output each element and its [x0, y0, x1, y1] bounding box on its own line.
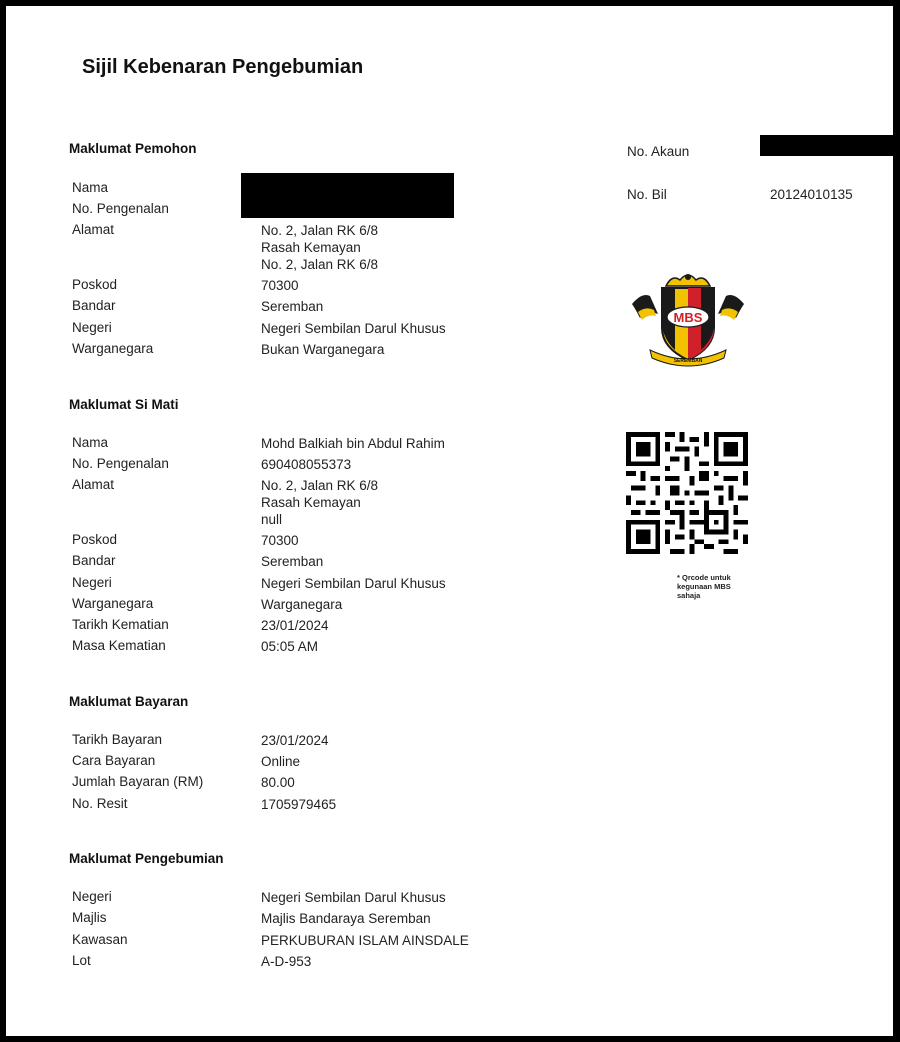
- applicant-address-line-1: No. 2, Jalan RK 6/8: [261, 223, 379, 238]
- deceased-address-line-1: No. 2, Jalan RK 6/8: [261, 478, 379, 493]
- applicant-address-line-2: Rasah Kemayan: [261, 240, 361, 255]
- payment-date-value: 23/01/2024: [261, 733, 329, 748]
- deceased-section-heading: Maklumat Si Mati: [69, 397, 179, 412]
- deceased-city-label: Bandar: [72, 553, 116, 568]
- deceased-death-date-value: 23/01/2024: [261, 618, 329, 633]
- mbs-logo: [628, 270, 748, 368]
- deceased-death-time-label: Masa Kematian: [72, 638, 166, 653]
- deceased-postcode-value: 70300: [261, 533, 299, 548]
- deceased-death-time-value: 05:05 AM: [261, 639, 319, 654]
- payment-method-value: Online: [261, 754, 301, 769]
- burial-state-value: Negeri Sembilan Darul Khusus: [261, 890, 446, 905]
- applicant-state-value: Negeri Sembilan Darul Khusus: [261, 321, 446, 336]
- applicant-state-label: Negeri: [72, 320, 112, 335]
- deceased-ic-label: No. Pengenalan: [72, 456, 169, 471]
- qr-code: [626, 432, 748, 554]
- deceased-name-label: Nama: [72, 435, 109, 450]
- logo-ribbon-text: SEREMBAN: [673, 358, 703, 364]
- applicant-postcode-value: 70300: [261, 278, 299, 293]
- deceased-citizenship-value: Warganegara: [261, 597, 343, 612]
- deceased-name-value: Mohd Balkiah bin Abdul Rahim: [261, 436, 445, 451]
- redacted-account-number: [760, 135, 896, 156]
- payment-amount-value: 80.00: [261, 775, 295, 790]
- bill-number-label: No. Bil: [627, 187, 667, 202]
- deceased-death-date-label: Tarikh Kematian: [72, 617, 169, 632]
- burial-council-label: Majlis: [72, 910, 107, 925]
- burial-section-heading: Maklumat Pengebumian: [69, 851, 224, 866]
- burial-lot-value: A-D-953: [261, 954, 312, 969]
- applicant-ic-label: No. Pengenalan: [72, 201, 169, 216]
- deceased-state-label: Negeri: [72, 575, 112, 590]
- deceased-citizenship-label: Warganegara: [72, 596, 154, 611]
- logo-text: MBS: [673, 310, 703, 325]
- burial-lot-label: Lot: [72, 953, 91, 968]
- redacted-applicant-name-ic: [241, 173, 454, 218]
- payment-method-label: Cara Bayaran: [72, 753, 156, 768]
- deceased-city-value: Seremban: [261, 554, 324, 569]
- applicant-postcode-label: Poskod: [72, 277, 118, 292]
- bill-number-value: 20124010135: [770, 187, 853, 202]
- applicant-city-label: Bandar: [72, 298, 116, 313]
- deceased-address-line-2: Rasah Kemayan: [261, 495, 361, 510]
- document-title: Sijil Kebenaran Pengebumian: [82, 56, 364, 78]
- burial-council-value: Majlis Bandaraya Seremban: [261, 911, 431, 926]
- applicant-city-value: Seremban: [261, 299, 324, 314]
- applicant-address-label: Alamat: [72, 222, 115, 237]
- deceased-ic-value: 690408055373: [261, 457, 352, 472]
- applicant-citizenship-value: Bukan Warganegara: [261, 342, 385, 357]
- payment-receipt-value: 1705979465: [261, 797, 337, 812]
- deceased-postcode-label: Poskod: [72, 532, 118, 547]
- applicant-section-heading: Maklumat Pemohon: [69, 141, 197, 156]
- payment-receipt-label: No. Resit: [72, 796, 128, 811]
- account-number-label: No. Akaun: [627, 144, 690, 159]
- qr-code-note: * Qrcode untuk kegunaan MBS sahaja: [677, 573, 731, 600]
- burial-area-value: PERKUBURAN ISLAM AINSDALE: [261, 933, 469, 948]
- applicant-name-label: Nama: [72, 180, 109, 195]
- payment-amount-label: Jumlah Bayaran (RM): [72, 774, 204, 789]
- deceased-address-line-3: null: [261, 512, 283, 527]
- payment-date-label: Tarikh Bayaran: [72, 732, 163, 747]
- burial-area-label: Kawasan: [72, 932, 128, 947]
- deceased-state-value: Negeri Sembilan Darul Khusus: [261, 576, 446, 591]
- payment-section-heading: Maklumat Bayaran: [69, 694, 189, 709]
- applicant-citizenship-label: Warganegara: [72, 341, 154, 356]
- deceased-address-label: Alamat: [72, 477, 115, 492]
- applicant-address-line-3: No. 2, Jalan RK 6/8: [261, 257, 379, 272]
- burial-state-label: Negeri: [72, 889, 112, 904]
